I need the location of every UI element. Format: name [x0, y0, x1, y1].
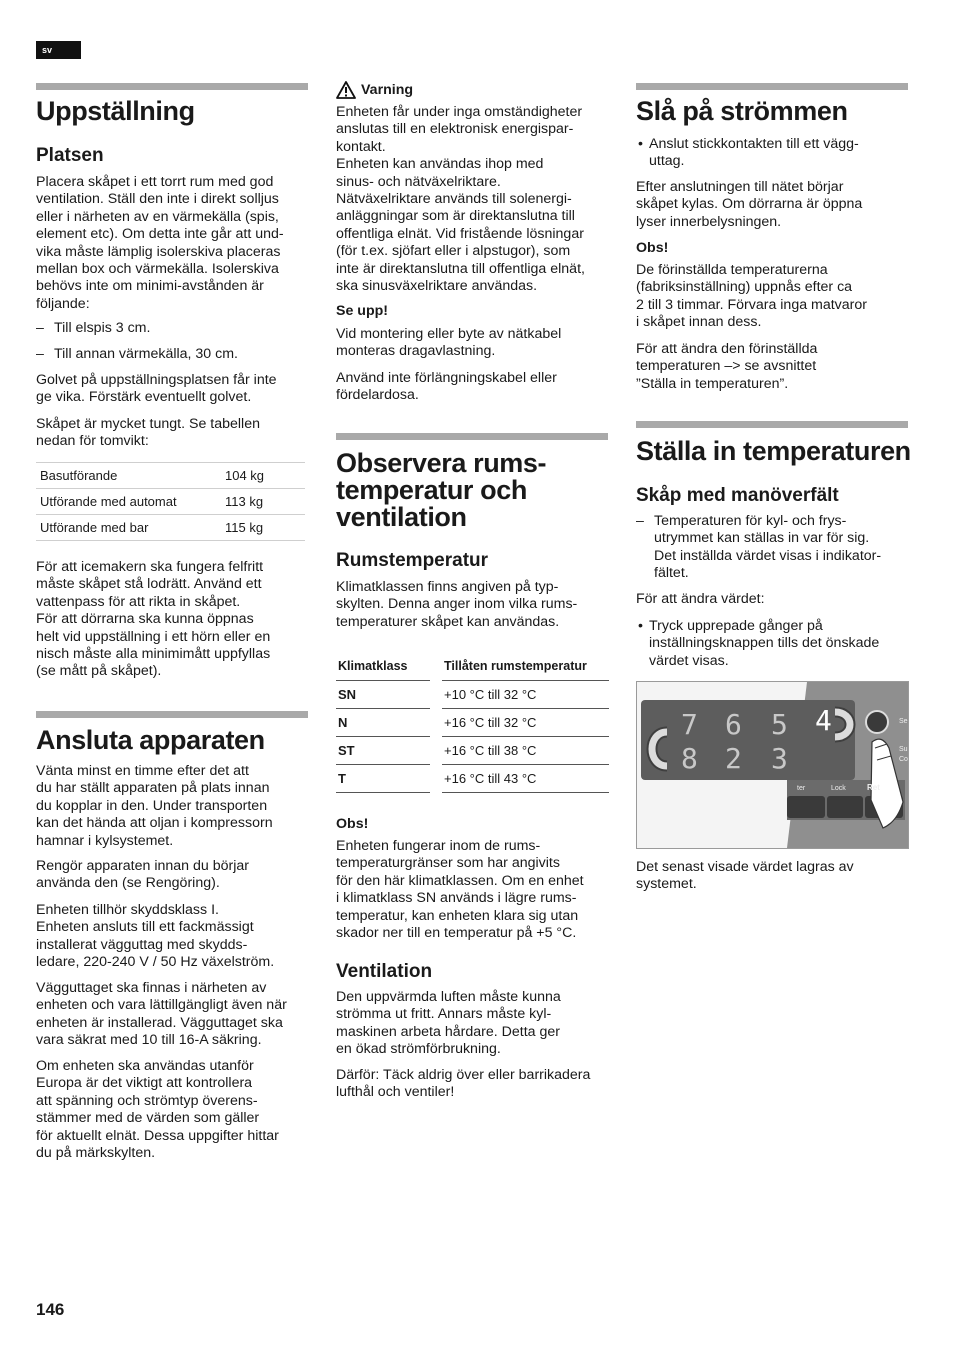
for-att-andra-text: För att ändra värdet:	[636, 591, 765, 607]
display-digit: 8	[681, 742, 698, 775]
icemaker-text: För att icemakern ska fungera felfritt måste skåpet stå lodrätt. Använd ett vattenpass för att rikta in skåpet. För att dörrarna ska kunna öppnas helt vid uppställning i ett hörn eller en nisch måste alla minimimått uppfyllas (se mått på skåpet).	[36, 559, 271, 680]
ansluta-p2: Rengör apparaten innan du börjar använda den (se Rengöring).	[36, 858, 249, 892]
table-cell: Utförande med bar	[36, 515, 221, 541]
display-digit: 6	[725, 708, 742, 741]
heading-skap-med-manoverfalt: Skåp med manöverfält	[636, 485, 839, 506]
tungt-text: Skåpet är mycket tungt. Se tabellen nedan för tomvikt:	[36, 416, 260, 450]
heading-ventilation: Ventilation	[336, 961, 433, 982]
table-cell: 113 kg	[221, 489, 305, 515]
table-cell: T	[336, 765, 430, 793]
ventilation-text: Den uppvärmda luften måste kunna strömma ut fritt. Annars måste kyl- maskinen arbeta hårdare. Detta ger en ökad strömförbrukning.	[336, 989, 561, 1058]
display-digit: 2	[725, 742, 742, 775]
section-rule	[636, 83, 908, 90]
table-cell: +16 °C till 43 °C	[442, 765, 609, 793]
ansluta-p1: Vänta minst en timme efter det att du har ställt apparaten på plats innan du kopplar in den. Under transporten kan det hända att oljan i kompressorn hamnar i kylsystemet.	[36, 763, 273, 849]
table-cell: N	[336, 709, 430, 737]
heading-sla-pa-strommen: Slå på strömmen	[636, 96, 848, 126]
button-label: ter	[797, 785, 806, 792]
table-cell: ST	[336, 737, 430, 765]
ansluta-p3: Enheten tillhör skyddsklass I. Enheten ansluts till ett fackmässigt installerat vägguttag med skydds- ledare, 220-240 V / 50 Hz växelström.	[36, 902, 275, 971]
column-header: Tillåten rumstemperatur	[442, 651, 609, 681]
heading-rumstemperatur: Rumstemperatur	[336, 550, 489, 571]
golv-text: Golvet på uppställningsplatsen får inte ge vika. Förstärk eventuellt golvet.	[36, 372, 277, 406]
section-rule	[36, 83, 308, 90]
ansluta-p5: Om enheten ska användas utanför Europa är det viktigt att kontrollera att spänning och strömtyp överens- stämmer med de värden som gäller för aktuellt elnät. Dessa uppgifter hittar du på märkskylten.	[36, 1058, 279, 1162]
display-digit: 4	[815, 704, 832, 737]
efter-text: Efter anslutningen till nätet börjar skåpet kylas. Om dörrarna är öppna lyser innerbelysningen.	[636, 179, 863, 230]
side-label: Co	[899, 756, 908, 763]
rumstemp-text: Klimatklassen finns angiven på typ- skylten. Denna anger inom vilka rums- temperaturer skåpet kan användas.	[336, 579, 578, 630]
table-row	[336, 709, 609, 737]
table-cell: Utförande med automat	[36, 489, 221, 515]
heading-platsen: Platsen	[36, 145, 104, 166]
forlangning-text: Använd inte förlängningskabel eller fördelardosa.	[336, 370, 557, 404]
table-row	[36, 489, 305, 515]
andra-text: För att ändra den förinställda temperaturen –> se avsnittet ”Ställa in temperaturen”.	[636, 341, 818, 392]
table-row	[336, 737, 609, 765]
seupp-text: Vid montering eller byte av nätkabel monteras dragavlastning.	[336, 326, 562, 360]
climate-table	[336, 651, 609, 793]
display-digit: 5	[771, 708, 788, 741]
table-cell: 115 kg	[221, 515, 305, 541]
section-rule	[36, 711, 308, 718]
senast-text: Det senast visade värdet lagras av systemet.	[636, 859, 854, 893]
seupp-label: Se upp!	[336, 303, 389, 319]
section-rule	[636, 421, 908, 428]
warning-icon	[336, 81, 356, 99]
weight-table	[36, 462, 305, 541]
page-number: 146	[36, 1300, 65, 1319]
section-rule	[336, 433, 608, 440]
control-panel-illustration	[636, 681, 909, 849]
table-cell: Basutförande	[36, 463, 221, 489]
darfor-text: Därför: Täck aldrig över eller barrikadera lufthål och ventiler!	[336, 1067, 591, 1101]
table-row	[336, 681, 609, 709]
obs-label: Obs!	[336, 816, 369, 832]
table-cell: +16 °C till 32 °C	[442, 709, 609, 737]
obs-text: De förinställda temperaturerna (fabriksinställning) uppnås efter ca 2 till 3 timmar. Förvara inga matvaror i skåpet innan dess.	[636, 262, 868, 331]
obs-label: Obs!	[636, 240, 669, 256]
language-badge: sv	[36, 41, 81, 59]
table-header-row	[336, 651, 609, 681]
display-digit: 3	[771, 742, 788, 775]
heading-uppstallning: Uppställning	[36, 96, 195, 126]
platsen-text: Placera skåpet i ett torrt rum med god ventilation. Ställ den inte i direkt solljus eller i närheten av en värmekälla (spis, element etc). Om detta inte går att und- vika måste lämplig isolerskiva placeras mellan box och värmekälla. Isolerskiva behövs inte om minimi-avstånden är följande:	[36, 174, 284, 312]
table-cell: +16 °C till 38 °C	[442, 737, 609, 765]
display-digit: 7	[681, 708, 698, 741]
table-row	[36, 515, 305, 541]
table-row	[336, 765, 609, 793]
heading-ansluta: Ansluta apparaten	[36, 725, 265, 755]
side-label: Su	[899, 746, 908, 753]
ansluta-p4: Vägguttaget ska finnas i närheten av enheten och vara lättillgängligt även när enheten är installerad. Vägguttaget ska vara säkrat med 10 till 16-A säkring.	[36, 980, 287, 1049]
varning-text: Enheten får under inga omständigheter anslutas till en elektronisk energispar- kontakt. Enheten kan användas ihop med sinus- och nätväxelriktare. Nätväxelriktare används till solenergi- anläggningar som är direktanslutna till offentliga elnät. Vid fristående lösningar (för t.ex. sjöfart eller i alpstugor), som inte är direktanslutna till offentliga elnät, ska sinusväxelriktare användas.	[336, 104, 585, 295]
table-cell: +10 °C till 32 °C	[442, 681, 609, 709]
table-cell: 104 kg	[221, 463, 305, 489]
button-label: Lock	[831, 785, 846, 792]
obs-text: Enheten fungerar inom de rums- temperaturgränser som har angivits för den här klimatklassen. Om en enhet i klimatklass SN används i lägre rums- temperatur, kan enheten klara sig utan skador ner till en temperatur på +5 °C.	[336, 838, 584, 942]
header-gap	[430, 651, 442, 681]
table-cell: SN	[336, 681, 430, 709]
table-row	[36, 463, 305, 489]
heading-observera: Observera rums- temperatur och ventilation	[336, 448, 547, 532]
side-label: Se	[899, 718, 908, 725]
button-label: Ret	[867, 783, 880, 792]
column-header: Klimatklass	[336, 651, 430, 681]
heading-stalla-in-temperaturen: Ställa in temperaturen	[636, 436, 911, 466]
